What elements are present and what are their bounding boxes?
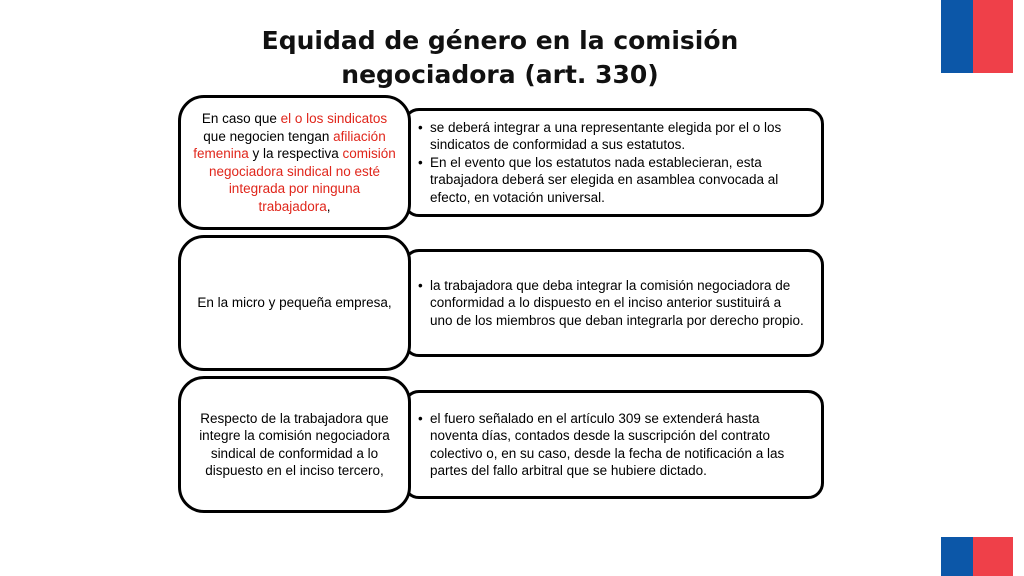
condition-text <box>193 410 396 480</box>
bullet-item: • se deberá integrar a una representante elegida por el o los sindicatos de conformidad a sus estatutos. <box>416 119 805 154</box>
condition-text-part: Respecto de la trabajadora que integre la comisión negociadora sindical de conformidad a lo dispuesto en el inciso tercero, <box>199 410 390 478</box>
flag-blue-band <box>941 537 973 576</box>
highlighted-text: comisión negociadora sindical no esté integrada por ninguna trabajadora <box>208 146 396 214</box>
flag-stripe-top <box>941 0 1013 73</box>
row-3 <box>178 376 824 513</box>
row-3-detail-box <box>403 390 824 499</box>
row-2-condition-box <box>178 235 411 371</box>
row-1 <box>178 95 824 230</box>
flag-blue-band <box>941 0 973 73</box>
row-1-bullets <box>416 119 805 207</box>
condition-text <box>193 110 396 215</box>
condition-text <box>197 294 391 312</box>
row-3-condition-box <box>178 376 411 513</box>
page-title: Equidad de género en la comisión negociadora (art. 330) <box>261 26 739 89</box>
row-1-condition-box <box>178 95 411 230</box>
row-2-detail-box <box>403 249 824 357</box>
bullet-item: • En el evento que los estatutos nada establecieran, esta trabajadora deberá ser elegida en asamblea convocada al efecto, en votación universal. <box>416 154 805 207</box>
row-2-bullets <box>416 277 805 330</box>
highlighted-text: afiliación femenina <box>193 128 386 161</box>
condition-text-part: En caso que <box>201 111 281 126</box>
flag-stripe-bottom <box>941 537 1013 576</box>
flag-red-band <box>973 0 1013 73</box>
highlighted-text: el o los sindicatos <box>280 111 388 126</box>
condition-text-part: que negocien tengan <box>203 128 334 144</box>
flag-red-band <box>973 537 1013 576</box>
condition-text-part: y la respectiva <box>248 146 343 161</box>
row-3-bullets <box>416 410 805 480</box>
bullet-item: • la trabajadora que deba integrar la comisión negociadora de conformidad a lo dispuesto en el inciso anterior sustituirá a uno de los miembros que deban integrarla por derecho propio. <box>416 277 805 330</box>
row-1-detail-box <box>403 108 824 217</box>
row-2 <box>178 235 824 371</box>
condition-text-part: , <box>326 198 331 214</box>
condition-text-part: En la micro y pequeña empresa, <box>197 295 392 311</box>
bullet-item: • el fuero señalado en el artículo 309 se extenderá hasta noventa días, contados desde la suscripción del contrato colectivo o, en su caso, desde la fecha de notificación a las partes del fallo arbitral que se hubiere dictado. <box>416 410 805 480</box>
